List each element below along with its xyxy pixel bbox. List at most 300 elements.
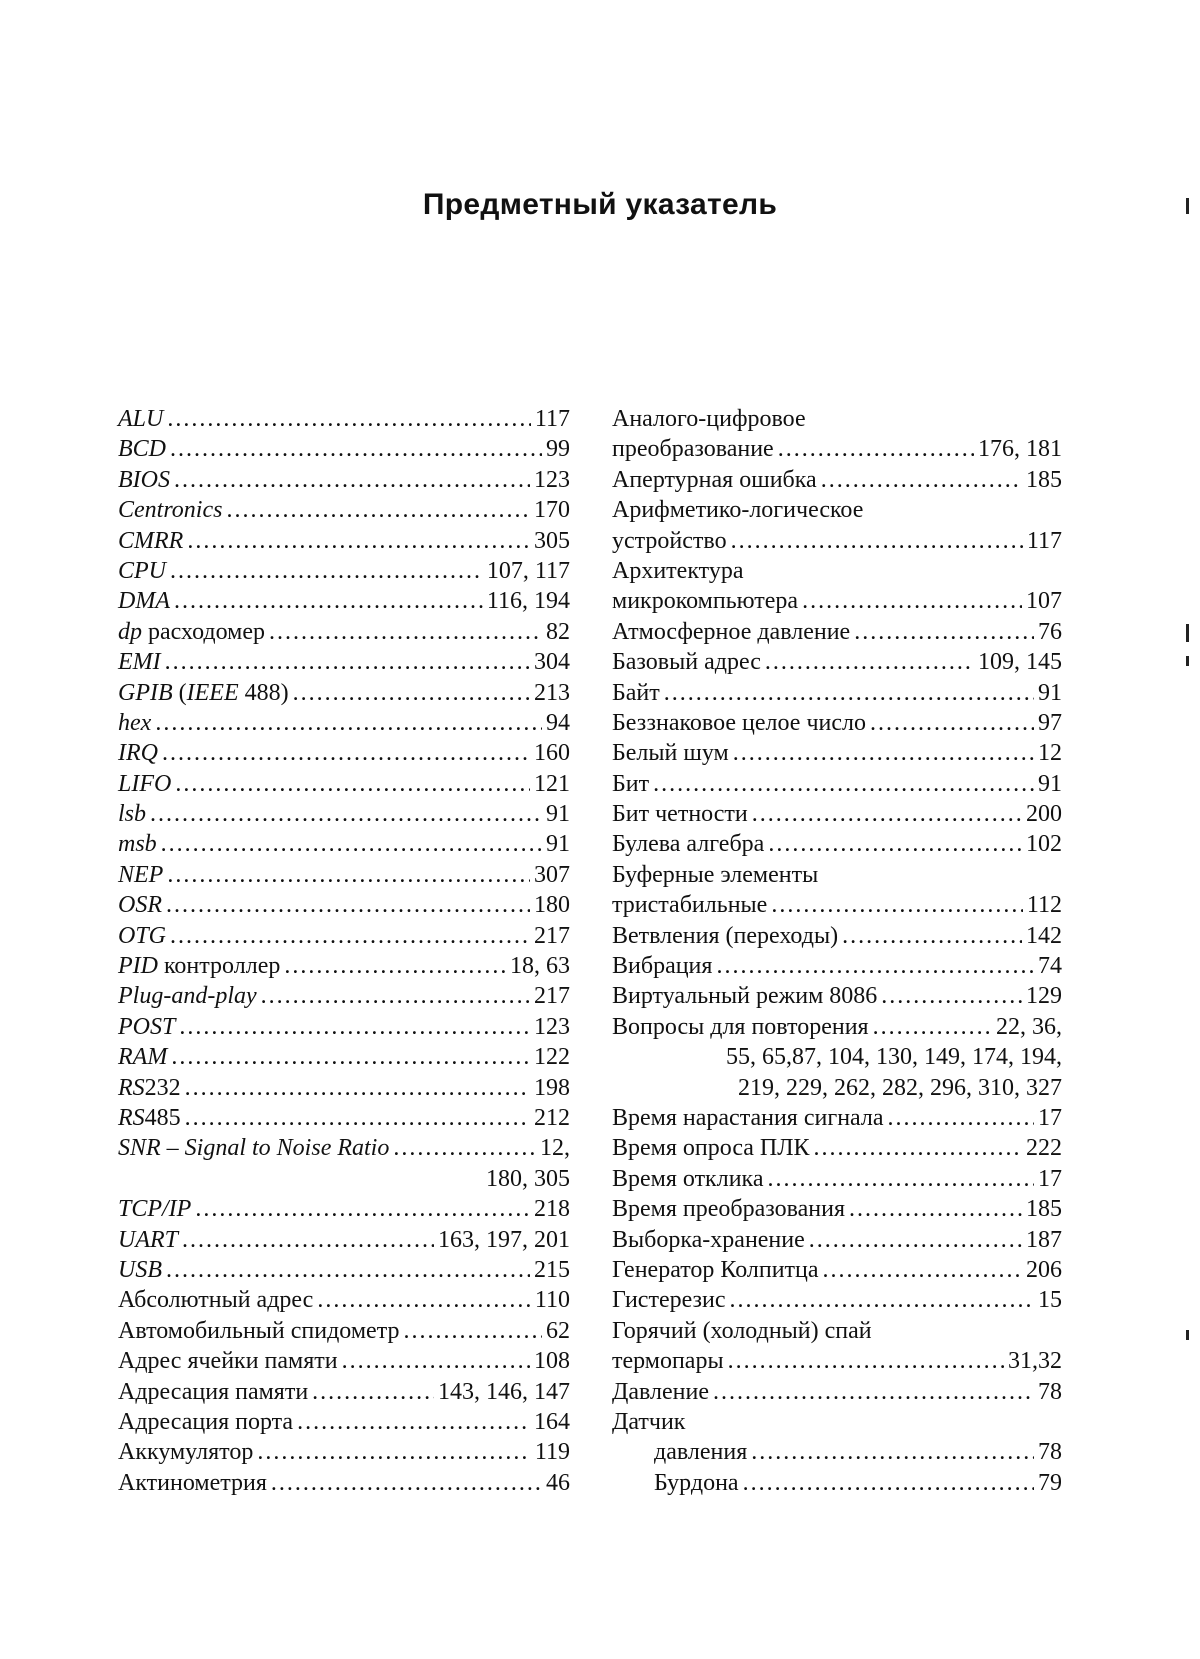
scan-edge-mark [1186,198,1189,214]
entry-term: преобразование [612,436,774,463]
index-entry-line [118,617,570,647]
dot-leader [802,586,1022,616]
index-entry [612,769,1062,799]
entry-term-part: ALU [118,406,164,432]
entry-pages: 74 [1038,953,1062,980]
index-entry [118,678,570,708]
index-entry [118,1073,570,1103]
entry-term-part: OTG [118,922,167,949]
dot-leader [226,495,530,525]
index-entry-line [612,890,1062,920]
entry-term-part: RAM [118,1044,168,1071]
dot-leader [854,617,1034,647]
entry-term [118,1437,253,1467]
dot-leader [342,1346,530,1376]
index-entry-line [612,769,1062,799]
entry-pages-continued: 219, 229, 262, 282, 296, 310, 327 [738,1074,1062,1101]
entry-pages: 200 [1026,801,1062,828]
entry-pages: 97 [1038,709,1062,736]
dot-leader [195,1194,530,1224]
entry-term-part: TCP/IP [118,1196,192,1223]
entry-term [118,1194,191,1224]
entry-term [118,708,151,738]
entry-pages: 91 [546,831,570,858]
entry-term [118,617,265,647]
index-entry [612,678,1062,708]
entry-term-part: hex [118,709,152,736]
dot-leader [849,1194,1022,1224]
index-entry-line [612,617,1062,647]
entry-term [118,1073,181,1103]
entry-pages-continued: 55, 65,87, 104, 130, 149, 174, 194, [726,1044,1062,1071]
dot-leader [814,1133,1022,1163]
entry-term-part: OSR [118,892,162,919]
index-entry-line [118,1407,570,1437]
entry-pages: 22, 36, [996,1013,1062,1040]
index-entry [612,465,1062,495]
dot-leader [751,1437,1034,1467]
entry-pages: 164 [534,1408,570,1435]
entry-pages: 304 [534,649,570,676]
index-entry-line [118,465,570,495]
index-entry-line [118,678,570,708]
index-entry [612,1377,1062,1407]
dot-leader [765,647,974,677]
entry-pages: 176, 181 [978,436,1062,463]
dot-leader [653,769,1034,799]
entry-term-part: NEP [118,861,164,888]
index-entry-line [118,1316,570,1346]
entry-pages: 170 [534,497,570,524]
entry-term [118,1468,267,1498]
entry-term: микрокомпьютера [612,588,799,615]
index-entry [118,647,570,677]
entry-term-part: ( [172,679,187,706]
entry-term: Виртуальный режим 8086 [612,983,878,1010]
index-entry-line [612,1194,1062,1224]
dot-leader [403,1316,542,1346]
dot-leader [269,617,542,647]
index-entry [118,1012,570,1042]
index-entry [118,1103,570,1133]
index-entry [118,1194,570,1224]
dot-leader [185,1103,530,1133]
index-entry-line [118,921,570,951]
index-entry-line [118,951,570,981]
index-entry [118,556,570,586]
entry-term [118,769,171,799]
entry-term [118,586,170,616]
index-entry-line [118,1285,570,1315]
entry-term: Генератор Колпитца [612,1256,819,1283]
index-entry-line [118,1042,570,1072]
entry-pages: 305 [534,527,570,554]
entry-pages: 213 [534,679,570,706]
entry-term-part: SNR – Signal to Noise Ratio [118,1135,390,1162]
entry-term [118,404,163,434]
entry-term: Апертурная ошибка [612,466,817,493]
entry-pages: 116, 194 [486,588,570,615]
index-entry [612,1194,1062,1224]
dot-leader [174,465,530,495]
entry-term [118,1042,167,1072]
dot-leader [170,556,483,586]
index-entry-line [118,1346,570,1376]
index-entry [612,1468,1062,1498]
entry-pages: 123 [534,466,570,493]
entry-term [118,829,157,859]
entry-term-part: Автомобильный спидометр [118,1317,400,1344]
entry-pages: 17 [1038,1165,1062,1192]
entry-pages-continued: 180, 305 [486,1165,570,1192]
entry-pages: 107, 117 [486,557,570,584]
entry-pages: 198 [534,1074,570,1101]
entry-term-part: CPU [118,557,166,584]
entry-term [118,556,166,586]
entry-term: Базовый адрес [612,649,761,676]
entry-term: Беззнаковое целое число [612,709,866,736]
entry-pages: 112 [1026,892,1062,919]
entry-term-part: DMA [118,588,170,615]
entry-term [118,799,146,829]
index-entry [612,829,1062,859]
index-entry-line [118,1377,570,1407]
dot-leader [179,1012,530,1042]
entry-heading: Буферные элементы [612,861,819,888]
index-entry-line [118,1073,570,1103]
entry-term [118,465,170,495]
entry-term: Бит [612,770,650,797]
index-entry-line [612,1285,1062,1315]
index-entry-line [118,890,570,920]
entry-term-part: 485 [144,1104,181,1131]
entry-pages: 142 [1026,922,1062,949]
entry-term [118,1407,293,1437]
dot-leader [731,526,1023,556]
entry-term: Выборка-хранение [612,1226,805,1253]
index-entry-line [612,526,1062,556]
page-title: Предметный указатель [422,188,778,221]
dot-leader [182,1225,434,1255]
index-entry [118,1133,570,1194]
entry-term [118,981,257,1011]
dot-leader [261,981,530,1011]
entry-term: Время преобразования [612,1196,845,1223]
index-entry-line [118,708,570,738]
entry-term-part: Абсолютный адрес [118,1287,314,1314]
index-entry-line [118,1103,570,1133]
dot-leader [161,829,542,859]
entry-term-part: IRQ [118,740,158,767]
index-entry [612,556,1062,617]
dot-leader [821,465,1022,495]
dot-leader [166,1255,530,1285]
entry-term-part: 232 [144,1074,181,1101]
dot-leader [823,1255,1022,1285]
index-entry [118,921,570,951]
index-entry-line [612,829,1062,859]
entry-term-part: Адрес ячейки памяти [118,1348,338,1375]
index-entry [118,526,570,556]
index-entry [612,617,1062,647]
index-entry-line [612,921,1062,951]
dot-leader [768,1164,1035,1194]
index-entry-line [118,556,570,586]
entry-term-part: Актинометрия [118,1469,267,1496]
entry-pages: 218 [534,1196,570,1223]
dot-leader [170,921,530,951]
entry-term [118,890,162,920]
entry-term-part: BCD [118,436,166,463]
dot-leader [150,799,542,829]
index-entry [612,738,1062,768]
entry-pages: 110 [534,1287,570,1314]
index-entry-line [118,1194,570,1224]
entry-term-part: расходомер [142,618,265,645]
index-entry [118,1042,570,1072]
index-entry [118,495,570,525]
index-entry [118,1285,570,1315]
index-entry-line [118,769,570,799]
scan-edge-mark [1186,656,1189,666]
entry-pages: 129 [1026,983,1062,1010]
entry-pages: 12, [540,1135,570,1162]
entry-pages: 117 [1026,527,1062,554]
entry-term [118,1225,178,1255]
index-entry-line [612,708,1062,738]
entry-term: Белый шум [612,740,729,767]
index-entry [612,1225,1062,1255]
entry-pages: 99 [546,436,570,463]
entry-pages: 163, 197, 201 [438,1226,570,1253]
entry-pages: 94 [546,709,570,736]
dot-leader [743,1468,1034,1498]
entry-term-part: 488) [238,679,289,706]
index-entry [118,1407,570,1437]
dot-leader [870,708,1034,738]
dot-leader [284,951,506,981]
index-entry-line [612,1377,1062,1407]
entry-term [118,860,163,890]
dot-leader [175,769,530,799]
entry-term: Бурдона [654,1469,739,1496]
index-column-left [118,404,570,1498]
index-entry [118,1437,570,1467]
index-entry [612,1012,1062,1103]
entry-term: тристабильные [612,892,768,919]
dot-leader [162,738,530,768]
index-entry-line [118,1012,570,1042]
index-entry-line [612,1225,1062,1255]
index-entry [118,1346,570,1376]
dot-leader [771,890,1023,920]
entry-term-part: RS [118,1074,145,1101]
index-entry [612,799,1062,829]
index-entry-line [612,951,1062,981]
index-entry [118,799,570,829]
entry-term: Булева алгебра [612,831,765,858]
index-entry-line [118,1225,570,1255]
entry-term-part: dp [118,618,142,645]
dot-leader [881,981,1022,1011]
index-entry-line [612,586,1062,616]
entry-term: Байт [612,679,660,706]
entry-term-part: IEEE [186,679,239,706]
entry-pages: 78 [1038,1439,1062,1466]
index-entry [612,951,1062,981]
entry-term: термопары [612,1348,724,1375]
index-entry [612,708,1062,738]
index-entry [118,586,570,616]
entry-pages: 217 [534,983,570,1010]
index-entry [118,434,570,464]
index-entry [612,404,1062,465]
entry-pages: 307 [534,861,570,888]
index-entry-line [612,1437,1062,1467]
entry-heading: Архитектура [612,557,744,584]
index-entry [118,829,570,859]
entry-pages: 12 [1038,740,1062,767]
dot-leader [155,708,542,738]
index-entry [118,890,570,920]
index-entry [118,738,570,768]
entry-pages: 217 [534,922,570,949]
index-entry [612,1285,1062,1315]
index-entry-line [612,799,1062,829]
entry-pages: 123 [534,1013,570,1040]
entry-pages: 122 [534,1044,570,1071]
entry-term-part: LIFO [118,770,172,797]
dot-leader [165,647,530,677]
dot-leader [293,678,530,708]
index-entry [612,495,1062,556]
index-entry-line [118,860,570,890]
entry-pages: 180 [534,892,570,919]
entry-term-part: Адресация порта [118,1408,294,1435]
index-entry [118,708,570,738]
dot-leader [167,404,531,434]
entry-term [118,1255,162,1285]
index-entry-line [612,1012,1062,1042]
entry-term [118,951,280,981]
entry-term: Время отклика [612,1165,764,1192]
entry-term-part: UART [118,1226,178,1253]
dot-leader [393,1133,536,1163]
entry-pages: 143, 146, 147 [438,1378,570,1405]
index-entry-line [612,465,1062,495]
index-entry [118,1468,570,1498]
entry-term [118,1316,399,1346]
entry-term [118,526,183,556]
dot-leader [185,1073,530,1103]
dot-leader [170,434,542,464]
entry-term: Давление [612,1378,710,1405]
entry-term-part: Адресация памяти [118,1378,309,1405]
entry-pages: 91 [1038,679,1062,706]
entry-term [118,1377,308,1407]
dot-leader [716,951,1034,981]
entry-heading: Аналого-цифровое [612,406,806,432]
dot-leader [733,738,1034,768]
entry-pages: 160 [534,740,570,767]
entry-heading: Датчик [612,1408,686,1435]
entry-pages: 46 [546,1469,570,1496]
entry-term [118,1012,175,1042]
entry-pages: 82 [546,618,570,645]
entry-term: Бит четности [612,801,748,828]
entry-pages: 222 [1026,1135,1062,1162]
index-entry-line [118,829,570,859]
index-entry [612,981,1062,1011]
dot-leader [171,1042,530,1072]
dot-leader [166,890,530,920]
index-entry [118,465,570,495]
index-entry-line [612,678,1062,708]
entry-term [118,1346,338,1376]
entry-term: Ветвления (переходы) [612,922,839,949]
entry-pages: 18, 63 [510,953,570,980]
index-entry-line [118,434,570,464]
entry-pages: 79 [1038,1469,1062,1496]
index-entry-line [118,738,570,768]
index-entry [612,1316,1062,1377]
entry-term-part: msb [118,831,157,858]
entry-term [118,1285,313,1315]
entry-heading: Горячий (холодный) спай [612,1317,872,1344]
entry-pages: 31,32 [1008,1348,1062,1375]
entry-term-part: BIOS [118,466,170,493]
entry-pages: 17 [1038,1104,1062,1131]
dot-leader [174,586,483,616]
entry-pages: 108 [534,1348,570,1375]
dot-leader [271,1468,542,1498]
entry-term [118,921,166,951]
index-entry [118,981,570,1011]
dot-leader [768,829,1022,859]
entry-pages: 102 [1026,831,1062,858]
entry-term [118,738,158,768]
index-entry-line [612,1255,1062,1285]
dot-leader [297,1407,530,1437]
index-entry-line [118,1437,570,1467]
index-entry [612,1103,1062,1133]
entry-pages: 91 [546,801,570,828]
entry-term-part: EMI [118,649,161,676]
scan-edge-mark [1186,624,1189,642]
index-entry [612,1407,1062,1437]
entry-pages: 206 [1026,1256,1062,1283]
entry-pages: 215 [534,1256,570,1283]
dot-leader [842,921,1022,951]
index-entry [118,617,570,647]
index-entry-line [118,1468,570,1498]
entry-term: Гистерезис [612,1287,726,1314]
dot-leader [312,1377,434,1407]
entry-pages: 62 [546,1317,570,1344]
index-entry-line [118,586,570,616]
dot-leader [888,1103,1034,1133]
entry-pages: 185 [1026,466,1062,493]
dot-leader [778,434,974,464]
entry-term [118,1133,389,1163]
index-entry-line [118,1133,570,1163]
index-entry [612,1133,1062,1163]
entry-term-part: PID [118,953,158,980]
entry-pages: 117 [534,406,570,432]
entry-term: Атмосферное давление [612,618,851,645]
entry-pages: 91 [1038,770,1062,797]
entry-pages: 212 [534,1104,570,1131]
